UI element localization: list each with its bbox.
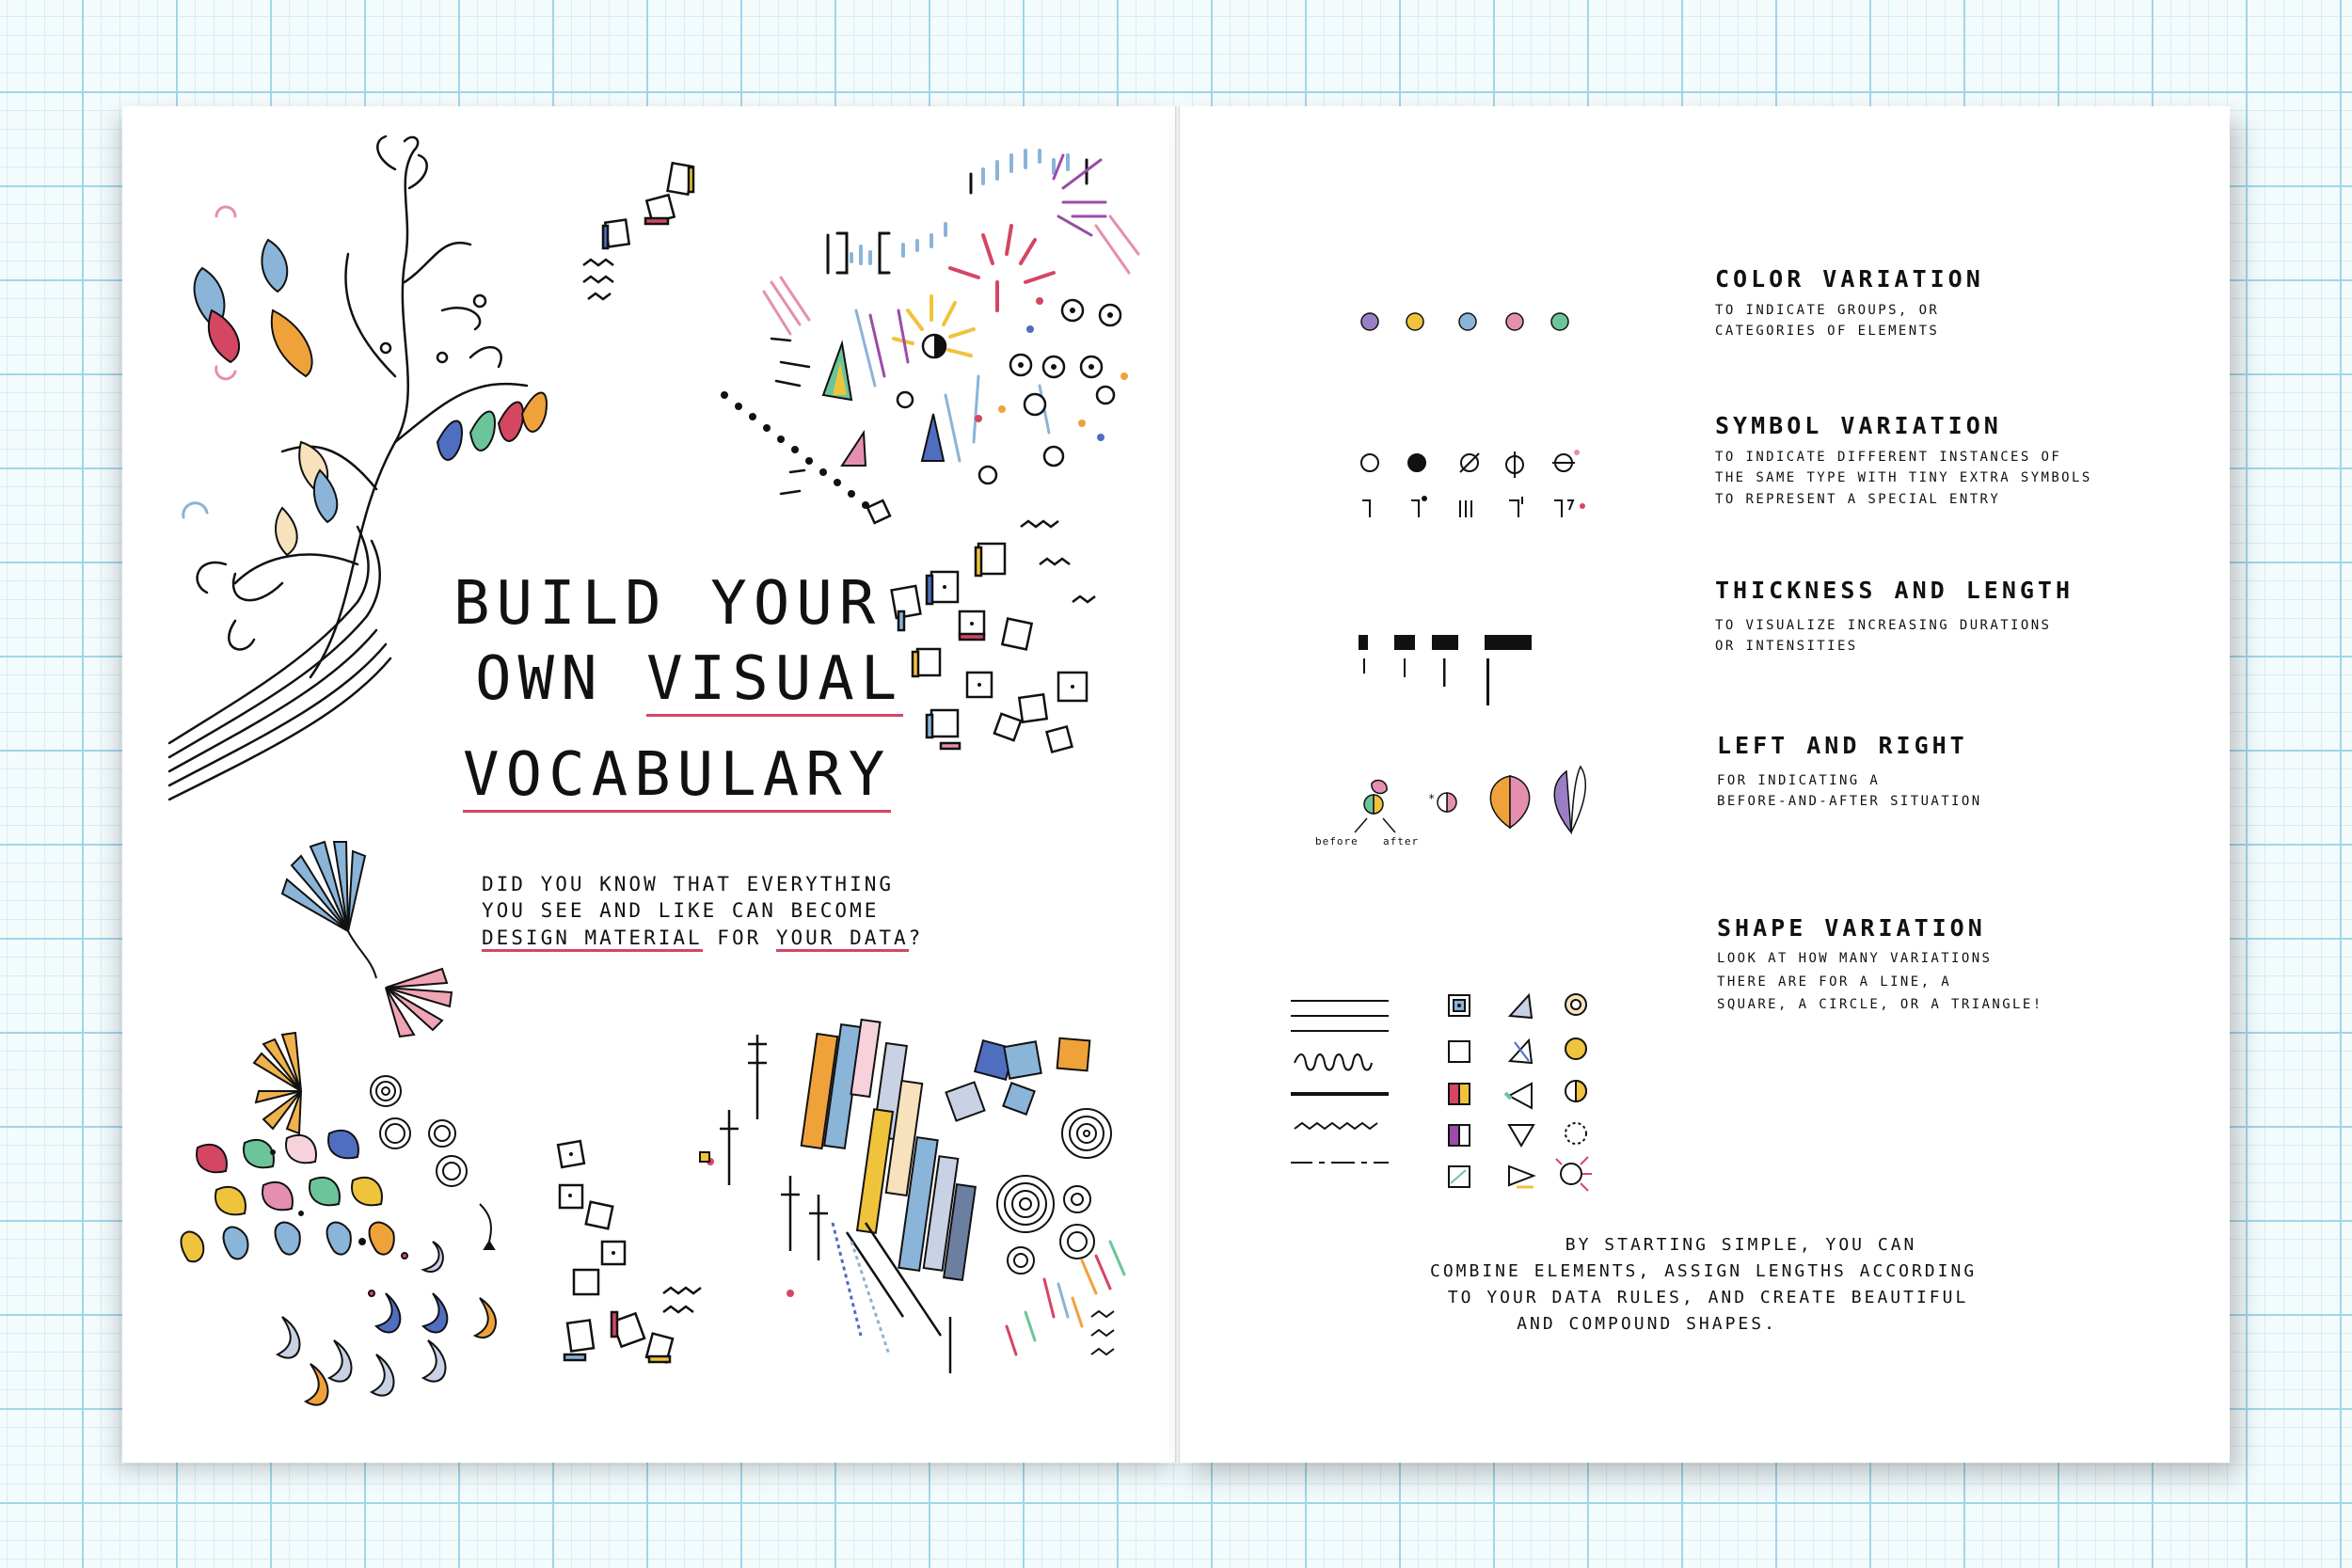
- question-design-material: DESIGN MATERIAL: [482, 927, 703, 952]
- question-mark: ?: [908, 926, 924, 949]
- desc-line: BEFORE-AND-AFTER SITUATION: [1717, 794, 1982, 810]
- section-description: [1715, 300, 1984, 342]
- title-vocabulary-word: VOCABULARY: [463, 740, 891, 813]
- section-title: SYMBOL VARIATION: [1715, 412, 2002, 439]
- intro-question: [482, 871, 923, 951]
- desc-line: TO INDICATE DIFFERENT INSTANCES OF: [1715, 450, 2062, 465]
- title-line-2-prefix: OWN: [475, 644, 647, 714]
- section-thickness-length: [1715, 577, 2074, 657]
- desc-line: LOOK AT HOW MANY VARIATIONS: [1717, 951, 1993, 966]
- section-title: LEFT AND RIGHT: [1717, 732, 1968, 759]
- book-spine: [1175, 106, 1180, 1463]
- section-description: [1715, 615, 2074, 657]
- svg-text:*: *: [1428, 792, 1436, 805]
- section-description: [1715, 447, 2092, 510]
- before-label: before: [1315, 835, 1359, 847]
- after-label: after: [1383, 835, 1420, 847]
- title-visual-word: VISUAL: [646, 644, 903, 717]
- question-your-data: YOUR DATA: [776, 927, 909, 952]
- section-title: SHAPE VARIATION: [1717, 914, 1986, 942]
- question-for: FOR: [702, 926, 776, 949]
- title-line-1: BUILD YOUR: [453, 569, 882, 639]
- footer-line: AND COMPOUND SHAPES.: [1517, 1313, 1777, 1334]
- desc-line: SQUARE, A CIRCLE, OR A TRIANGLE!: [1717, 997, 2043, 1012]
- section-title: THICKNESS AND LENGTH: [1715, 577, 2074, 604]
- desc-line: TO REPRESENT A SPECIAL ENTRY: [1715, 491, 2001, 507]
- desc-line: TO VISUALIZE INCREASING DURATIONS: [1715, 618, 2052, 633]
- desc-line: CATEGORIES OF ELEMENTS: [1715, 324, 1940, 340]
- section-description: [1717, 770, 1982, 813]
- desc-line: TO INDICATE GROUPS, OR: [1715, 303, 1940, 318]
- footer-line: COMBINE ELEMENTS, ASSIGN LENGTHS ACCORDING: [1430, 1260, 1978, 1281]
- title-line-2: [475, 644, 904, 714]
- title-line-3: [463, 740, 892, 810]
- desc-line: FOR INDICATING A: [1717, 773, 1881, 788]
- section-shape-variation: [1717, 914, 2043, 1017]
- section-title: COLOR VARIATION: [1715, 265, 1984, 293]
- desc-line: THE SAME TYPE WITH TINY EXTRA SYMBOLS: [1715, 470, 2092, 486]
- desc-line: OR INTENSITIES: [1715, 639, 1858, 655]
- question-line-1: DID YOU KNOW THAT EVERYTHING: [482, 873, 895, 895]
- section-left-right: [1717, 732, 1982, 813]
- desc-line: THERE ARE FOR A LINE, A: [1717, 974, 1952, 990]
- footer-line: BY STARTING SIMPLE, YOU CAN: [1565, 1235, 1917, 1255]
- section-description: [1717, 947, 2043, 1017]
- section-symbol-variation: [1715, 412, 2092, 510]
- question-line-3: [482, 925, 923, 951]
- question-line-2: YOU SEE AND LIKE CAN BECOME: [482, 899, 880, 923]
- footer-line: TO YOUR DATA RULES, AND CREATE BEAUTIFUL: [1447, 1287, 1969, 1307]
- closing-note: [1430, 1232, 1977, 1338]
- section-color-variation: [1715, 265, 1984, 342]
